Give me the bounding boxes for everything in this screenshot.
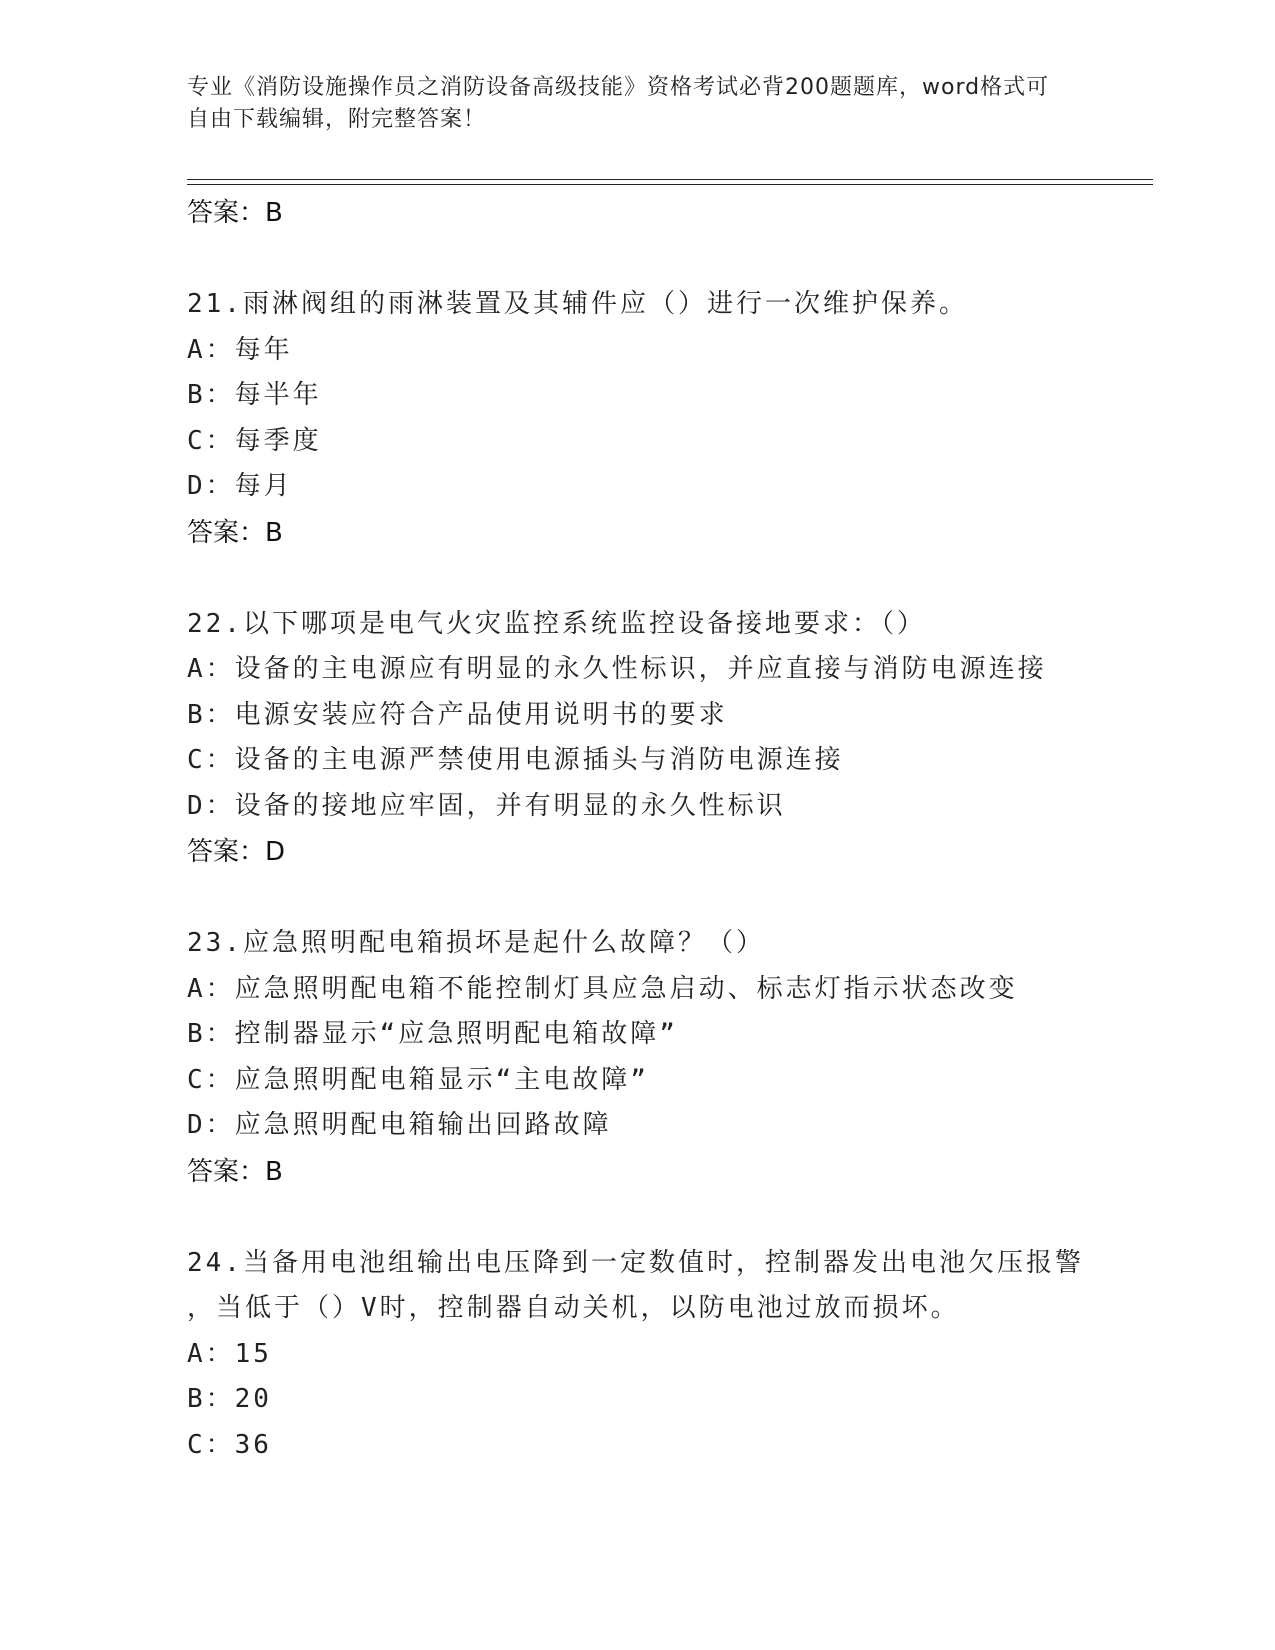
option-d: D：应急照明配电箱输出回路故障: [187, 1110, 612, 1140]
document-header: 专业《消防设施操作员之消防设备高级技能》资格考试必背200题题库，word格式可自由下载编辑，附完整答案！: [187, 75, 1050, 132]
option-a: A：应急照明配电箱不能控制灯具应急启动、标志灯指示状态改变: [187, 973, 1018, 1004]
option-b: B：电源安装应符合产品使用说明书的要求: [187, 699, 728, 730]
question-block-21: [187, 282, 1087, 556]
answer-line: 答案：B: [187, 1156, 283, 1187]
question-stem-continued: ，当低于（）V时，控制器自动关机，以防电池过放而损坏。: [187, 1293, 960, 1323]
option-b: B：每半年: [187, 380, 322, 410]
option-a: A：设备的主电源应有明显的永久性标识，并应直接与消防电源连接: [187, 654, 1047, 684]
question-stem: 21.雨淋阀组的雨淋装置及其辅件应（）进行一次维护保养。: [187, 289, 968, 319]
option-c: C：36: [187, 1429, 272, 1460]
previous-answer: 答案：B: [187, 198, 283, 228]
question-block-23: [187, 921, 1087, 1195]
option-c: C：应急照明配电箱显示“主电故障”: [187, 1064, 649, 1095]
question-block-22: [187, 602, 1087, 876]
option-c: C：每季度: [187, 425, 322, 456]
answer-line: 答案：D: [187, 837, 286, 867]
question-stem: 22.以下哪项是电气火灾监控系统监控设备接地要求：（）: [187, 608, 926, 639]
option-d: D：设备的接地应牢固，并有明显的永久性标识: [187, 790, 786, 821]
answer-line: 答案：B: [187, 517, 283, 548]
question-stem: 23.应急照明配电箱损坏是起什么故障？（）: [187, 928, 765, 958]
question-block-24: [187, 1241, 1087, 1469]
header-divider-secondary: [187, 184, 1153, 185]
question-list: [187, 190, 1087, 1468]
option-c: C：设备的主电源严禁使用电源插头与消防电源连接: [187, 745, 844, 775]
header-divider: [187, 179, 1153, 180]
option-a: A：每年: [187, 334, 293, 365]
option-b: B：控制器显示“应急照明配电箱故障”: [187, 1019, 678, 1049]
option-d: D：每月: [187, 471, 293, 501]
option-b: B：20: [187, 1384, 272, 1414]
question-stem: 24.当备用电池组输出电压降到一定数值时，控制器发出电池欠压报警: [187, 1247, 1084, 1278]
option-a: A：15: [187, 1338, 272, 1369]
